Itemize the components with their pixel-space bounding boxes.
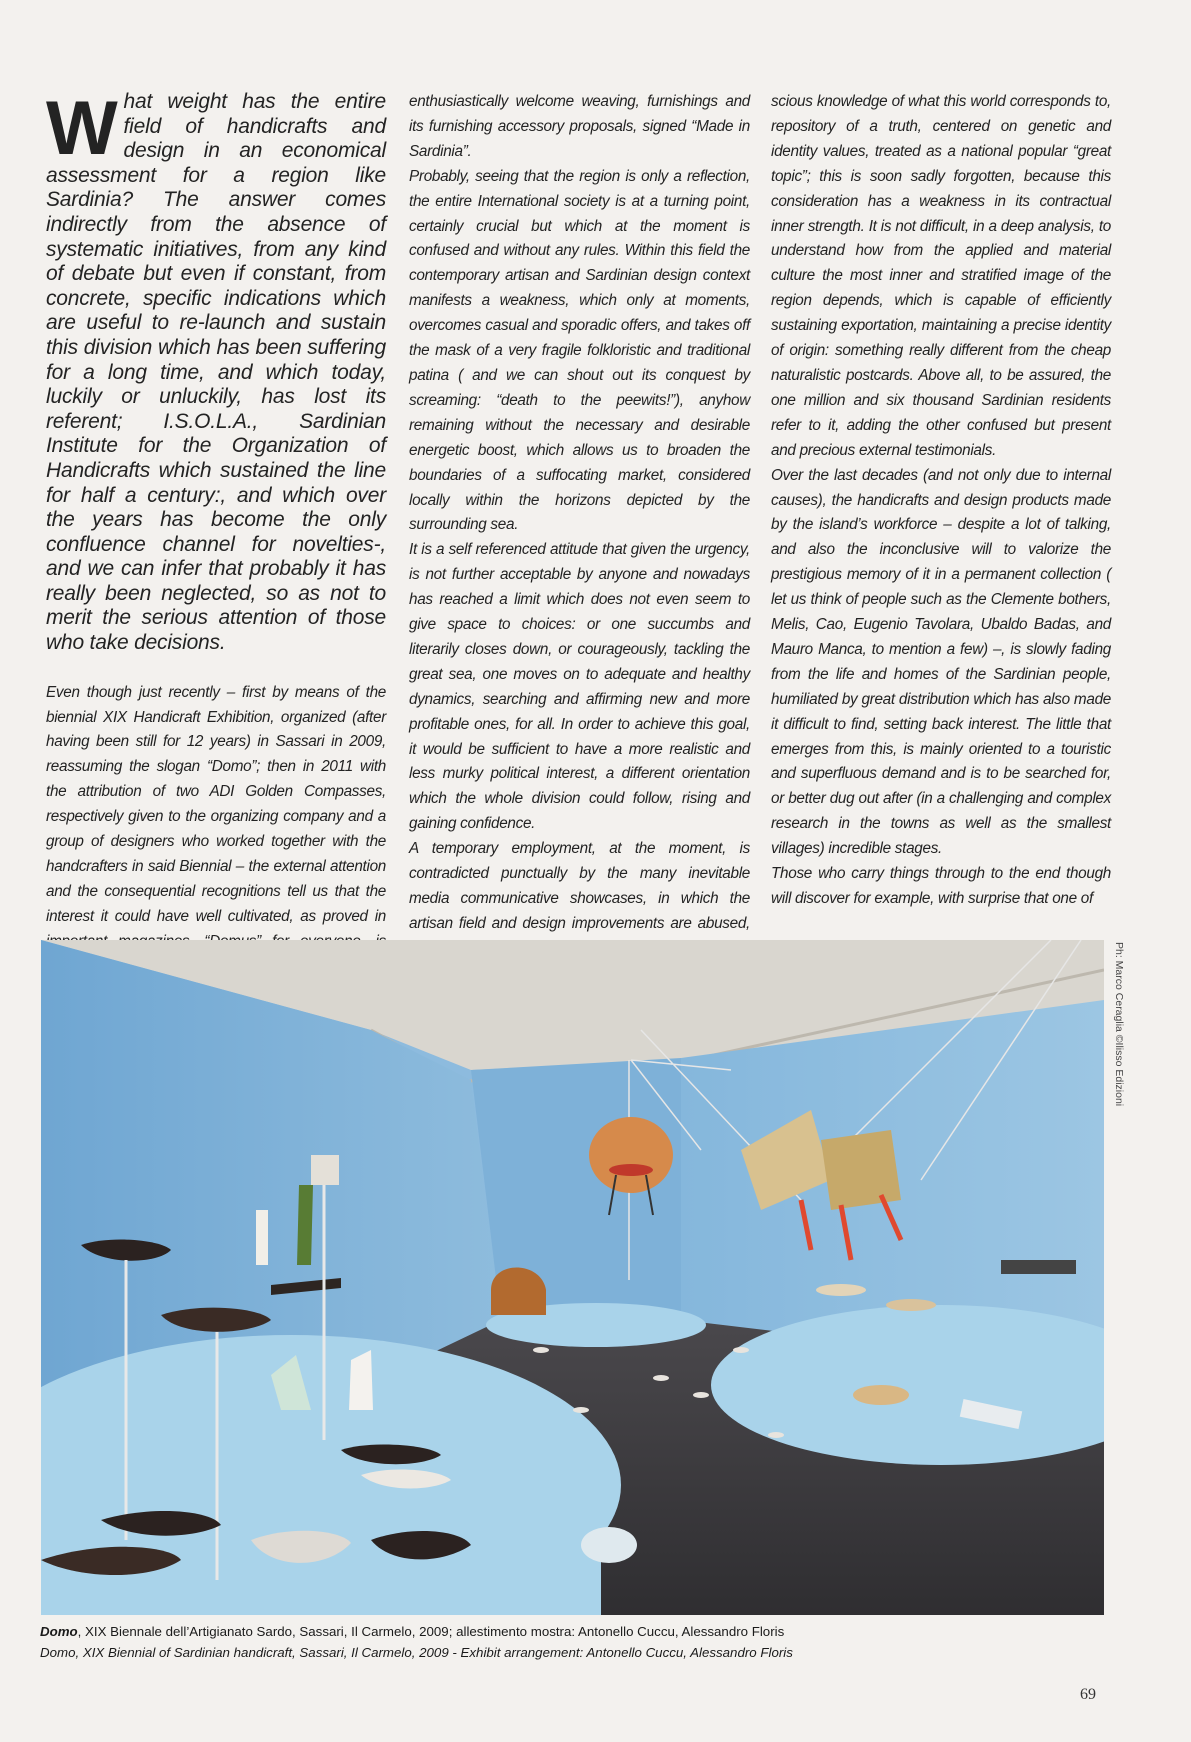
article-lead: [46, 86, 386, 656]
article-column-2: [409, 90, 750, 987]
caption-italian: , XIX Biennale dell’Artigianato Sardo, Sassari, Il Carmelo, 2009; allestimento mostra: Antonello Cuccu, Alessandro Floris: [77, 1624, 785, 1639]
paragraph: Over the last decades (and not only due to internal causes), the handicrafts and design products made by the island’s workforce – despite a lot of talking, and also the inconclusive will to valorize the prestigious memory of it in a permanent collection ( let us think of people such as the Clemente bothers, Melis, Cao, Eugenio Tavolara, Ubaldo Badas, and Mauro Manca, to mention a few) –, is slowly fading from the life and homes of the Sardinian people, humiliated by great distribution which has also made it difficult to find, setting back interest. The little that emerges from this, is mainly oriented to a touristic and superfluous demand and is to be searched for, or better dug out after (in a challenging and complex research in the towns as well as the smallest villages) incredible stages.: [771, 466, 1111, 858]
paragraph: Even though just recently – first by means of the biennial XIX Handicraft Exhibition, organized (after having been still for 12 years) in Sassari in 2009, reassuming the slogan “Domo”; then in 2011 with the attribution of two ADI Golden Compasses, respectively given to the organizing company and a group of designers who worked together with the handcrafters in said Biennial – the external attention and the consequential recognitions tell us that the interest it could have well cultivated, as proved in: [46, 683, 386, 925]
photo-credit: [1113, 942, 1129, 1107]
photo-credit-text: Ph: Marco Ceraglia ©Ilisso Edizioni: [1113, 942, 1125, 1107]
caption-line-1: [40, 1621, 793, 1642]
caption-line-2: Domo, XIX Biennial of Sardinian handicraft, Sassari, Il Carmelo, 2009 - Exhibit arrangement: Antonello Cuccu, Alessandro Floris: [40, 1645, 793, 1660]
paragraph: scious knowledge of what this world corresponds to, repository of a truth, centered on genetic and identity values, treated as a national popular “great topic”; this is soon sadly forgotten, because this consideration has a weakness in its contractual inner strength. It is not difficult, in a deep analysis, to understand how from the applied and material culture the most inner and stratified image of the region depends, which is capable of efficiently sustaining exportation, maintaining a precise identity of origin: something really different from the cheap naturalistic postcards. Above all, to be assured, the one million and six thousand Sardinian residents refer to it, adding the other confused but present and precious external testimonials.: [771, 93, 1111, 459]
caption-title: Domo: [40, 1624, 78, 1639]
article-column-3: [771, 90, 1111, 912]
article-column-1: [46, 86, 386, 980]
paragraph: Probably, seeing that the region is only a reflection, the entire International society is at a turning point, certainly crucial but which at the moment is confused and without any rules. Within this field the contemporary artisan and Sardinian design context manifests a weakness, which only at moments, overcomes casual and sporadic offers, and takes off the mask of a very fragile folkloristic and traditional patina ( and we can shout out its conquest by screaming: “death to the peewits!”), anyhow remaining without the necessary and desirable energetic boost, which allows us to broaden the boundaries of a suffocating market, considered locally within the horizons depicted by the surrounding sea.: [409, 167, 750, 534]
photo-caption: [40, 1621, 793, 1663]
lead-text: hat weight has the entire field of handicrafts and design in an economical assessment for a region like Sardinia? The answer comes indirectly from the absence of systematic initiatives, from any kind of debate but even if constant, from concrete, specific indications which are useful to re-launch and sustain this division which has been suffering for a long time, and which today, luckily or unluckily, has lost its referent; I.S.O.L.A., Sardinian Institute for the Organization of Handicrafts which sustained the line for half a century:, and which over the years has become the only confluence channel for novelties-, and we can infer that probably it has really been neglected, so as not to merit the serious attention of those who take decisions.: [46, 90, 386, 655]
drop-cap: W: [46, 86, 118, 171]
page-number: 69: [1080, 1686, 1096, 1703]
exhibition-illustration: [41, 940, 1104, 1615]
exhibition-photo: [41, 940, 1104, 1615]
paragraph: It is a self referenced attitude that given the urgency, is not further acceptable by anyone and nowadays has reached a limit which does not even seem to give space to choices: or one succumbs and literarily closes down, or courageously, tackling the great sea, one moves on to adequate and healthy dynamics, searching and affirming new and more profitable ones, for all. In order to achieve this goal, it would be sufficient to have a more realistic and less murky political interest, a different orientation which the whole division could follow, rising and gaining confidence.: [409, 541, 750, 833]
paragraph: enthusiastically welcome weaving, furnishings and its furnishing accessory proposals, signed “Made in Sardinia”.: [409, 93, 750, 160]
paragraph: Those who carry things through to the end though will discover for example, with surprise that one of: [771, 865, 1111, 907]
paragraph: A temporary employment, at the moment, is contradicted punctually by the many inevitable media communicative showcases, in which the artisan field and design improvements are abused,: [409, 840, 750, 932]
